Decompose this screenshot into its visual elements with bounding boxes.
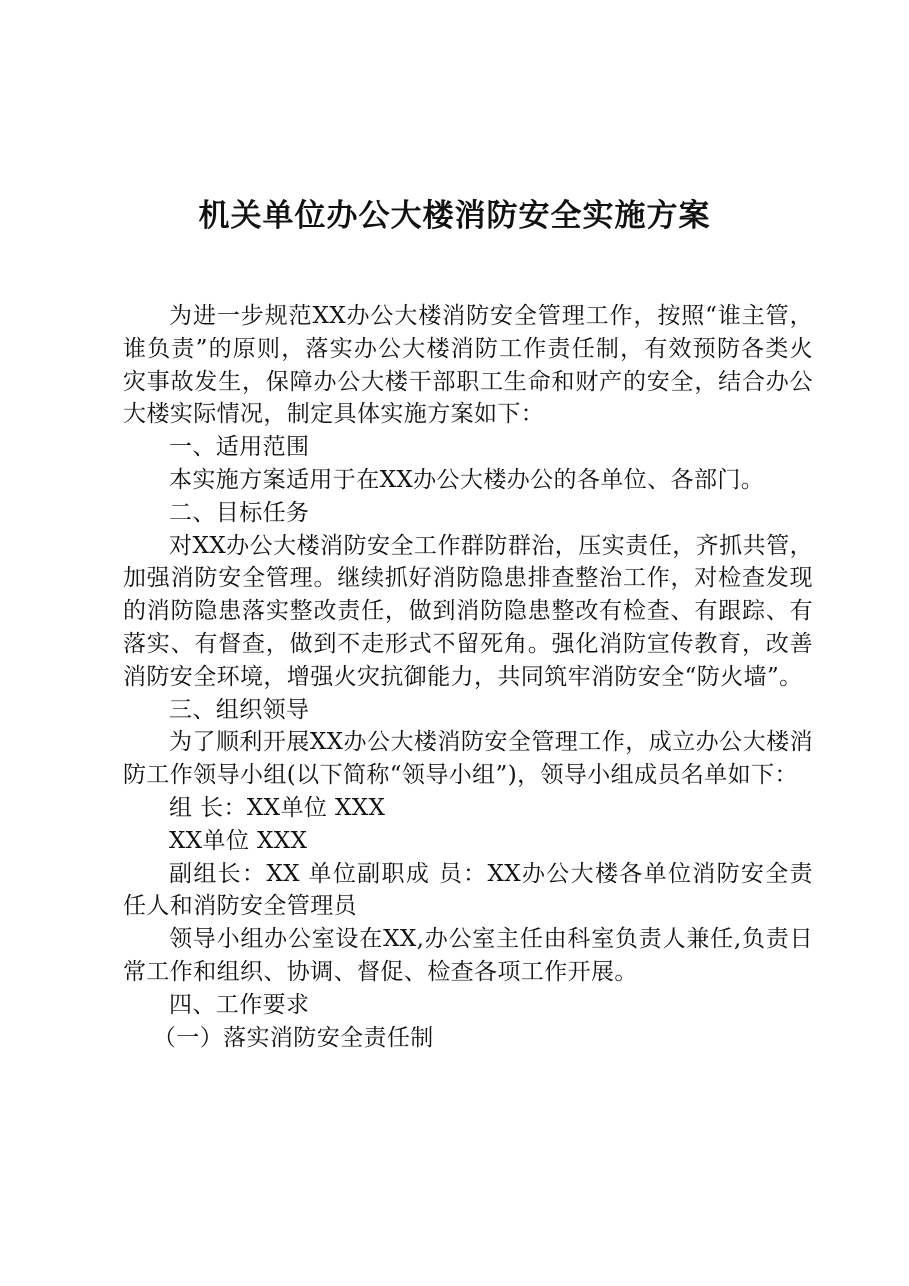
deputy-leader-paragraph: 副组长：XX 单位副职成 员：XX办公大楼各单位消防安全责任人和消防安全管理员 (123, 860, 813, 920)
section-heading-organization: 三、组织领导 (169, 696, 310, 723)
subsection-heading-responsibility: （一）落实消防安全责任制 (152, 1024, 434, 1051)
organization-paragraph: 为了顺利开展XX办公大楼消防安全管理工作，成立办公大楼消防工作领导小组(以下简称“领导小组”)，领导小组成员名单如下： (123, 729, 813, 789)
leader-line: 组 长：XX单位 XXX (169, 794, 386, 821)
office-paragraph: 领导小组办公室设在XX,办公室主任由科室负责人兼任,负责日常工作和组织、协调、督促、检查各项工作开展。 (123, 926, 813, 985)
section-heading-goals: 二、目标任务 (169, 499, 310, 526)
intro-paragraph: 为进一步规范XX办公大楼消防安全管理工作，按照“谁主管，谁负责”的原则，落实办公大楼消防工作责任制，有效预防各类火灾事故发生，保障办公大楼干部职工生命和财产的安全，结合办公大楼实际情况，制定具体实施方案如下： (123, 303, 813, 428)
section-heading-requirements: 四、工作要求 (169, 991, 310, 1018)
leader-line-2: XX单位 XXX (169, 827, 308, 854)
document-body (123, 300, 813, 1054)
document-title: 机关单位办公大楼消防安全实施方案 (198, 198, 711, 234)
section-heading-scope: 一、适用范围 (169, 434, 310, 461)
goals-paragraph: 对XX办公大楼消防安全工作群防群治，压实责任，齐抓共管，加强消防安全管理。继续抓好消防隐患排查整治工作，对检查发现的消防隐患落实整改责任，做到消防隐患整改有检查、有跟踪、有落实、有督查，做到不走形式不留死角。强化消防宣传教育，改善消防安全环境，增强火灾抗御能力，共同筑牢消防安全“防火墙”。 (123, 532, 813, 690)
scope-paragraph: 本实施方案适用于在XX办公大楼办公的各单位、各部门。 (169, 466, 765, 493)
